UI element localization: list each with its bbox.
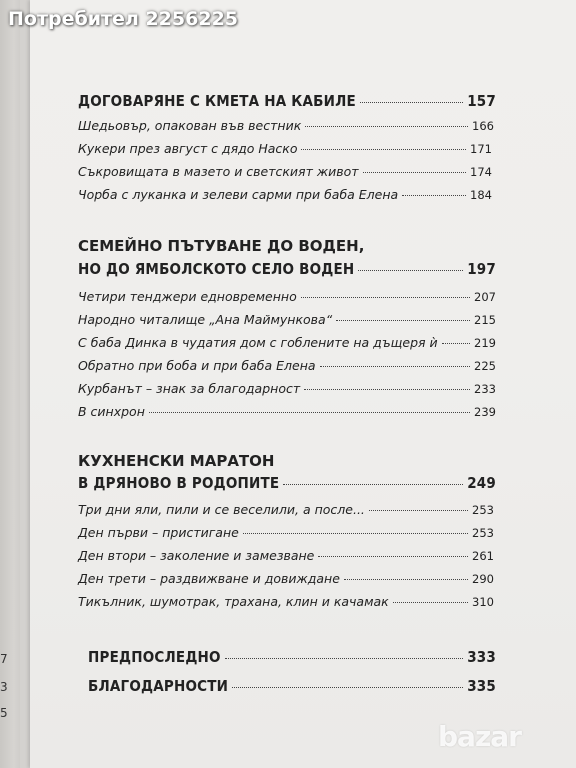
section-title: НО ДО ЯМБОЛСКОТО СЕЛО ВОДЕН <box>78 260 355 278</box>
toc-section-heading[interactable] <box>88 648 496 666</box>
toc-entry[interactable] <box>78 164 492 179</box>
dot-leader <box>243 533 468 534</box>
toc-entry[interactable] <box>78 594 494 609</box>
entry-title: Обратно при боба и при баба Елена <box>78 358 316 373</box>
section-title: ДОГОВАРЯНЕ С КМЕТА НА КАБИЛЕ <box>78 92 356 110</box>
toc-entry[interactable] <box>78 358 496 373</box>
toc-entry[interactable] <box>78 381 496 396</box>
edge-number: 3 <box>0 680 8 694</box>
section-title: КУХНЕНСКИ МАРАТОН <box>78 452 275 470</box>
entry-title: Курбанът – знак за благодарност <box>78 381 301 396</box>
page-number: 157 <box>467 92 496 110</box>
page-number: 333 <box>467 648 496 666</box>
dot-leader <box>402 195 466 196</box>
page-number: 249 <box>467 474 496 492</box>
dot-leader <box>336 320 470 321</box>
dot-leader <box>283 484 463 485</box>
toc-section-heading[interactable] <box>78 92 496 110</box>
entry-title: Три дни яли, пили и се веселили, а после... <box>78 502 365 517</box>
dot-leader <box>305 126 468 127</box>
toc-entry[interactable] <box>78 502 494 517</box>
entry-title: Ден трети – раздвижване и довиждане <box>78 571 340 586</box>
page-number: 290 <box>472 572 494 586</box>
entry-title: Кукери през август с дядо Наско <box>78 141 298 156</box>
section-title: СЕМЕЙНО ПЪТУВАНЕ ДО ВОДЕН, <box>78 237 365 255</box>
page-number: 219 <box>474 336 496 350</box>
toc-section-heading[interactable] <box>88 677 496 695</box>
page-number: 215 <box>474 313 496 327</box>
page-number: 174 <box>470 165 492 179</box>
page-number: 335 <box>467 677 496 695</box>
toc-entry[interactable] <box>78 289 496 304</box>
entry-title: Ден втори – заколение и замезване <box>78 548 315 563</box>
toc-entry[interactable] <box>78 571 494 586</box>
page-number: 253 <box>472 526 494 540</box>
toc-entry[interactable] <box>78 548 494 563</box>
toc-entry[interactable] <box>78 335 496 350</box>
entry-title: Четири тенджери едновременно <box>78 289 297 304</box>
entry-title: Тикълник, шумотрак, трахана, клин и качамак <box>78 594 389 609</box>
dot-leader <box>149 412 470 413</box>
toc-entry[interactable] <box>78 118 494 133</box>
section-title: БЛАГОДАРНОСТИ <box>88 677 229 695</box>
dot-leader <box>360 102 463 103</box>
entry-title: Ден първи – пристигане <box>78 525 239 540</box>
entry-title: Съкровищата в мазето и светският живот <box>78 164 359 179</box>
page-number: 207 <box>474 290 496 304</box>
dot-leader <box>344 579 468 580</box>
toc-entry[interactable] <box>78 525 494 540</box>
edge-number: 7 <box>0 652 8 666</box>
toc-entry[interactable] <box>78 404 496 419</box>
dot-leader <box>225 658 464 659</box>
dot-leader <box>363 172 467 173</box>
entry-title: Шедьовър, опакован във вестник <box>78 118 302 133</box>
page-number: 197 <box>467 260 496 278</box>
section-title: В ДРЯНОВО В РОДОПИТЕ <box>78 474 280 492</box>
toc-entry[interactable] <box>78 312 496 327</box>
dot-leader <box>304 389 470 390</box>
page-number: 166 <box>472 119 494 133</box>
dot-leader <box>301 149 466 150</box>
page-number: 225 <box>474 359 496 373</box>
dot-leader <box>393 602 468 603</box>
user-watermark: Потребител 2256225 <box>8 8 239 30</box>
dot-leader <box>318 556 468 557</box>
dot-leader <box>442 343 470 344</box>
page-number: 239 <box>474 405 496 419</box>
entry-title: В синхрон <box>78 404 145 419</box>
entry-title: Народно читалище „Ана Маймункова“ <box>78 312 333 327</box>
page-number: 233 <box>474 382 496 396</box>
bazar-logo <box>438 720 558 760</box>
page-number: 261 <box>472 549 494 563</box>
toc-entry[interactable] <box>78 187 492 202</box>
toc-entry[interactable] <box>78 141 492 156</box>
dot-leader <box>301 297 470 298</box>
dot-leader <box>358 270 463 271</box>
toc-section-heading[interactable] <box>78 474 496 492</box>
edge-number: 5 <box>0 706 8 720</box>
dot-leader <box>369 510 468 511</box>
dot-leader <box>232 687 463 688</box>
page-number: 171 <box>470 142 492 156</box>
entry-title: С баба Динка в чудатия дом с гоблените на дъщеря ѝ <box>78 335 438 350</box>
page-number: 310 <box>472 595 494 609</box>
section-title: ПРЕДПОСЛЕДНО <box>88 648 221 666</box>
toc-section-heading[interactable] <box>78 260 496 278</box>
page-number: 184 <box>470 188 492 202</box>
page-number: 253 <box>472 503 494 517</box>
logo-text: bazar <box>438 720 521 753</box>
dot-leader <box>320 366 471 367</box>
entry-title: Чорба с луканка и зелеви сарми при баба Елена <box>78 187 399 202</box>
